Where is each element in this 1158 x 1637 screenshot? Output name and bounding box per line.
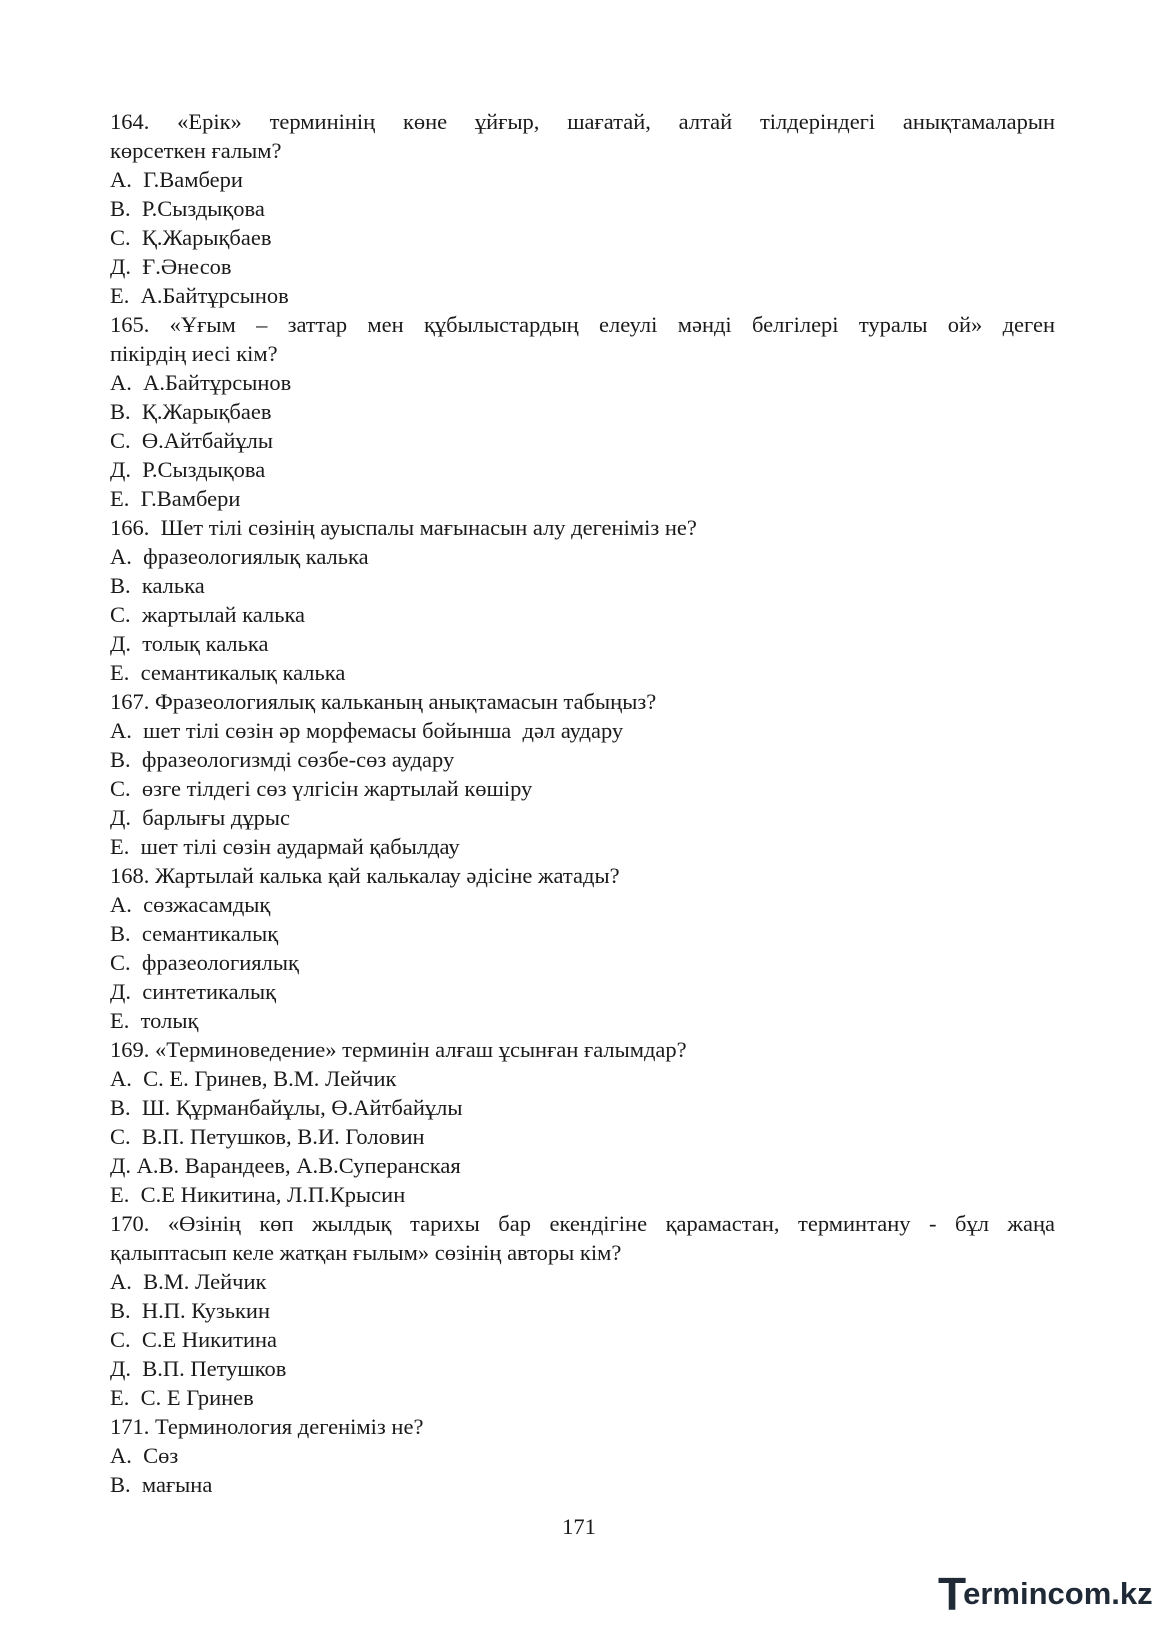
question-169: 169. «Терминоведение» терминін алғаш ұсынған ғалымдар?: [110, 1037, 687, 1062]
question-166: 166. Шет тілі сөзінің ауыспалы мағынасын алу дегеніміз не?: [110, 515, 697, 540]
answer-option: С. өзге тілдегі сөз үлгісін жартылай көшіру: [110, 776, 533, 801]
answer-option: Е. С.Е Никитина, Л.П.Крысин: [110, 1182, 406, 1207]
answer-option: В. Қ.Жарықбаев: [110, 399, 272, 424]
document-body: [110, 107, 1055, 1499]
answer-option: А. В.М. Лейчик: [110, 1269, 267, 1294]
question-164-line-2: көрсеткен ғалым?: [110, 138, 282, 163]
watermark-text: ermincom.kz: [963, 1576, 1153, 1611]
answer-option: В. калька: [110, 573, 205, 598]
answer-option: В. Ш. Құрманбайұлы, Ө.Айтбайұлы: [110, 1095, 463, 1120]
answer-option: Е. А.Байтұрсынов: [110, 283, 289, 308]
question-170-line-2: қалыптасып келе жатқан ғылым» сөзінің авторы кім?: [110, 1240, 622, 1265]
answer-option: А. сөзжасамдық: [110, 892, 271, 917]
answer-option: А. А.Байтұрсынов: [110, 370, 292, 395]
question-165-line-1: 165. «Ұғым – заттар мен құбылыстардың елеулі мәнді белгілері туралы ой» деген: [110, 312, 1055, 337]
question-168: 168. Жартылай калька қай калькалау әдісіне жатады?: [110, 863, 620, 888]
answer-option: Д. В.П. Петушков: [110, 1356, 287, 1381]
answer-option: Д. Ғ.Әнесов: [110, 254, 232, 279]
answer-option: А. фразеологиялық калька: [110, 544, 369, 569]
question-165-line-2: пікірдің иесі кім?: [110, 341, 278, 366]
answer-option: Д. Р.Сыздықова: [110, 457, 266, 482]
answer-option: В. семантикалық: [110, 921, 279, 946]
answer-option: Е. шет тілі сөзін аудармай қабылдау: [110, 834, 460, 859]
answer-option: В. мағына: [110, 1472, 213, 1497]
answer-option: С. В.П. Петушков, В.И. Головин: [110, 1124, 425, 1149]
answer-option: С. жартылай калька: [110, 602, 306, 627]
watermark-first-letter: T: [938, 1568, 967, 1620]
answer-option: Е. С. Е Гринев: [110, 1385, 254, 1410]
answer-option: А. Г.Вамбери: [110, 167, 243, 192]
answer-option: Д. барлығы дұрыс: [110, 805, 290, 830]
answer-option: Е. семантикалық калька: [110, 660, 346, 685]
page-number: 171: [562, 1514, 596, 1539]
question-167: 167. Фразеологиялық кальканың анықтамасын табыңыз?: [110, 689, 657, 714]
answer-option: Д. синтетикалық: [110, 979, 277, 1004]
answer-option: Е. Г.Вамбери: [110, 486, 241, 511]
answer-option: А. С. Е. Гринев, В.М. Лейчик: [110, 1066, 397, 1091]
answer-option: С. Ө.Айтбайұлы: [110, 428, 273, 453]
answer-option: С. фразеологиялық: [110, 950, 299, 975]
answer-option: С. С.Е Никитина: [110, 1327, 278, 1352]
answer-option: С. Қ.Жарықбаев: [110, 225, 272, 250]
answer-option: А. Сөз: [110, 1443, 179, 1468]
termincom-watermark-logo: [938, 1568, 1153, 1620]
answer-option: Д. А.В. Варандеев, А.В.Суперанская: [110, 1153, 461, 1178]
question-170-line-1: 170. «Өзінің көп жылдық тарихы бар екендігіне қарамастан, терминтану - бұл жаңа: [110, 1211, 1055, 1236]
answer-option: Е. толық: [110, 1008, 199, 1033]
question-164-line-1: 164. «Ерік» терминінің көне ұйғыр, шағатай, алтай тілдеріндегі анықтамаларын: [110, 109, 1055, 134]
answer-option: А. шет тілі сөзін әр морфемасы бойынша дәл аудару: [110, 718, 624, 743]
answer-option: Д. толық калька: [110, 631, 269, 656]
answer-option: В. фразеологизмді сөзбе-сөз аудару: [110, 747, 455, 772]
question-171: 171. Терминология дегеніміз не?: [110, 1414, 424, 1439]
answer-option: В. Н.П. Кузькин: [110, 1298, 270, 1323]
answer-option: В. Р.Сыздықова: [110, 196, 265, 221]
